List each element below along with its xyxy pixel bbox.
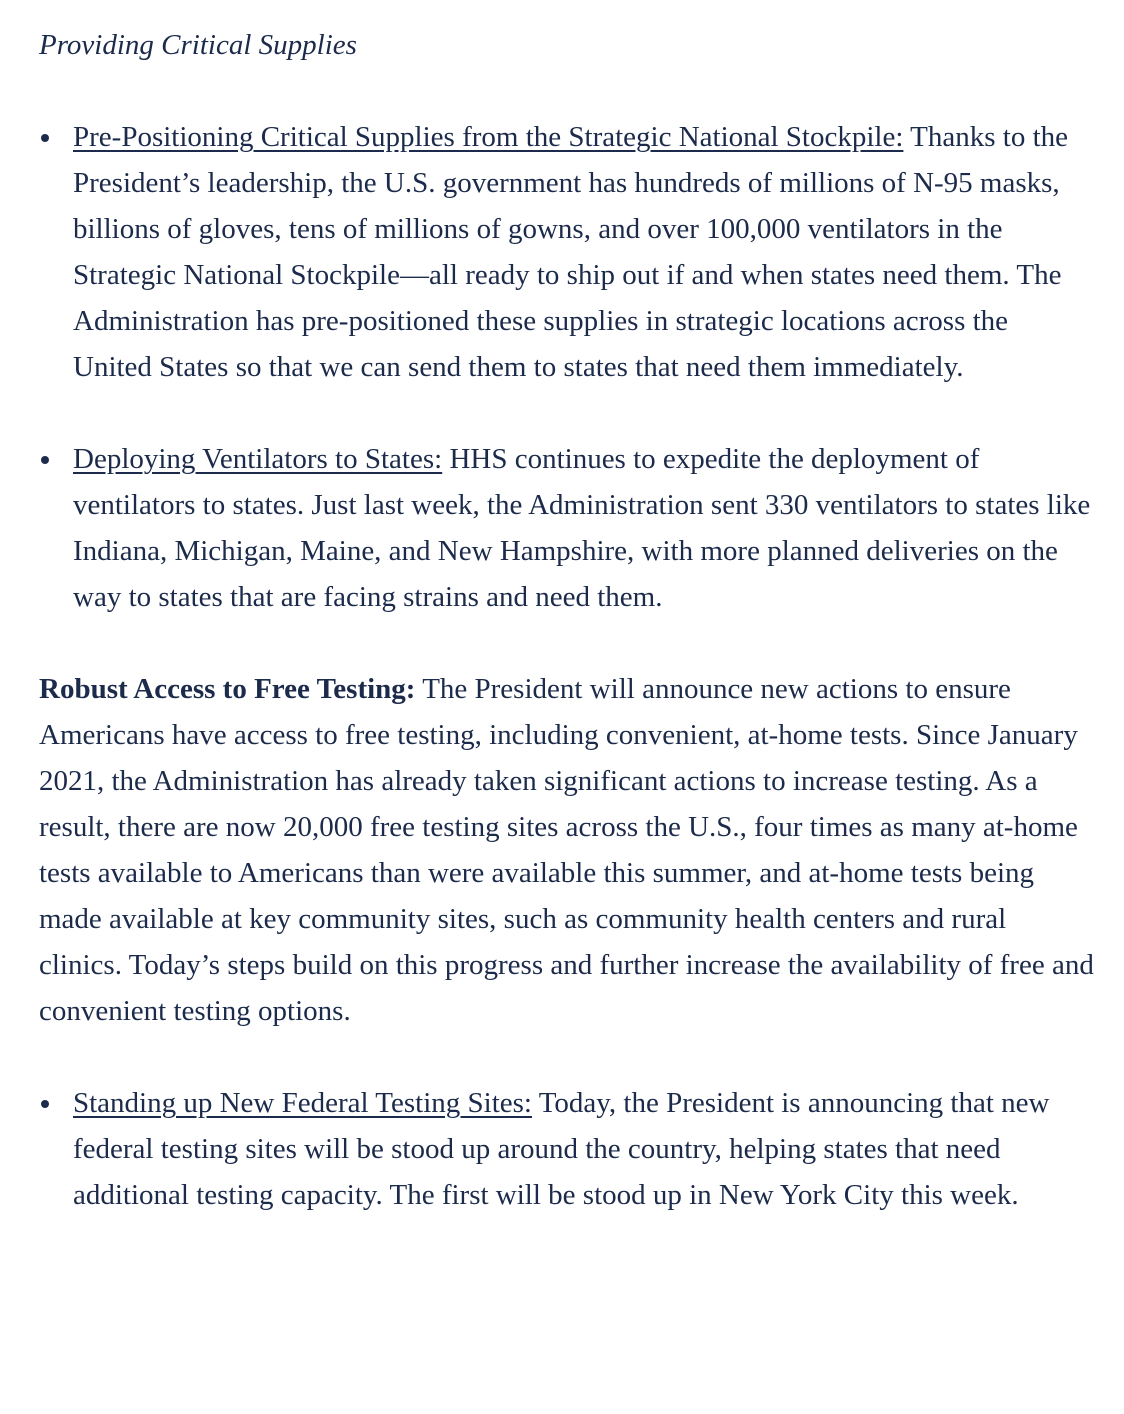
item-body: HHS continues to expedite the deployment of ventilators to states. Just last week, the Administration sent 330 ventilators to states like Indiana, Michigan, Maine, and New Hampshire, with more planned deliveries on the way to states that are facing strains and need them. xyxy=(73,443,1091,613)
list-item-prepositioning-supplies xyxy=(39,114,1094,390)
paragraph-body: The President will announce new actions to ensure Americans have access to free testing, including convenient, at-home tests. Since January 2021, the Administration has already taken significant actions to increase testing. As a result, there are now 20,000 free testing sites across the U.S., four times as many at-home tests available to Americans than were available this summer, and at-home tests being made available at key community sites, such as community health centers and rural clinics. Today’s steps build on this progress and further increase the availability of free and convenient testing options. xyxy=(39,673,1094,1027)
section-heading: Providing Critical Supplies xyxy=(39,29,357,61)
item-title: Deploying Ventilators to States: xyxy=(73,443,443,475)
paragraph-title: Robust Access to Free Testing: xyxy=(39,673,416,705)
supplies-list xyxy=(39,114,1094,620)
list-item-federal-testing-sites xyxy=(39,1080,1094,1218)
item-body: Thanks to the President’s leadership, the U.S. government has hundreds of millions of N-95 masks, billions of gloves, tens of millions of gowns, and over 100,000 ventilators in the Strategic National Stockpile—all ready to ship out if and when states need them. The Administration has pre-positioned these supplies in strategic locations across the United States so that we can send them to states that need them immediately. xyxy=(73,121,1069,383)
testing-list xyxy=(39,1080,1094,1218)
item-body: Today, the President is announcing that new federal testing sites will be stood up around the country, helping states that need additional testing capacity. The first will be stood up in New York City this week. xyxy=(73,1087,1050,1211)
list-item-deploying-ventilators xyxy=(39,436,1094,620)
testing-paragraph xyxy=(39,666,1094,1034)
item-title: Pre-Positioning Critical Supplies from the Strategic National Stockpile: xyxy=(73,121,904,153)
item-title: Standing up New Federal Testing Sites: xyxy=(73,1087,532,1119)
